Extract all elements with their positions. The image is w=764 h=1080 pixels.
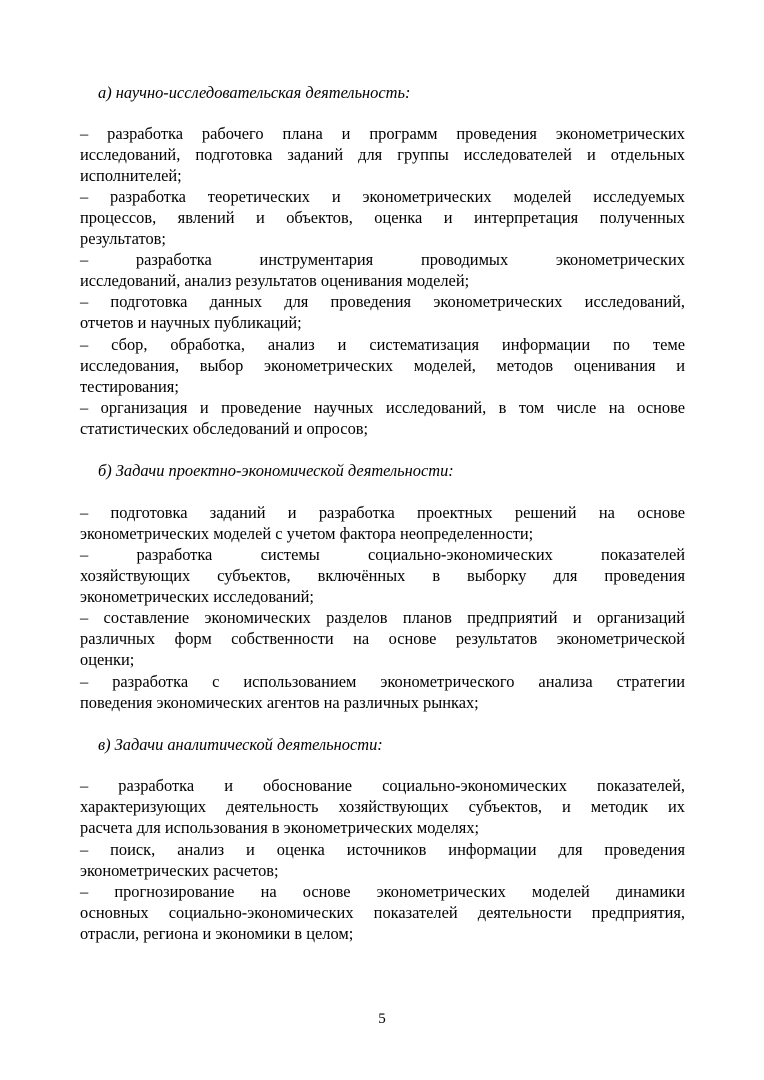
list-item [80,186,685,249]
text-line: эконометрических моделей с учетом фактора неопределенности; [80,524,534,544]
list-item [80,334,685,397]
list-item [80,397,685,439]
list-item [80,291,685,333]
text-line: отчетов и научных публикаций; [80,313,302,333]
text-line: статистических обследований и опросов; [80,419,369,439]
text-line: исследования, выбор эконометрических моделей, методов оценивания и [80,356,685,376]
list-item [80,671,685,713]
section-heading-b: б) Задачи проектно-экономической деятельности: [98,461,454,480]
page-number: 5 [378,1011,386,1027]
text-line: тестирования; [80,377,179,397]
text-line: отрасли, региона и экономики в целом; [80,924,354,944]
text-line: – составление экономических разделов планов предприятий и организаций [80,608,685,627]
list-item [80,881,685,944]
text-line: результатов; [80,229,166,249]
text-line: характеризующих деятельность хозяйствующих субъектов, и методик их [80,797,685,817]
text-line: исследований, подготовка заданий для группы исследователей и отдельных [80,145,685,165]
text-line: – разработка инструментария проводимых эконометрических [80,250,685,269]
list-item [80,123,685,186]
text-line: – подготовка заданий и разработка проектных решений на основе [80,503,685,522]
section-heading-a: а) научно-исследовательская деятельность: [98,83,411,102]
text-line: эконометрических исследований; [80,587,314,607]
text-line: – разработка теоретических и эконометрических моделей исследуемых [80,187,685,206]
text-line: эконометрических расчетов; [80,861,279,881]
text-line: поведения экономических агентов на различных рынках; [80,693,479,713]
text-line: оценки; [80,650,135,670]
text-line: исполнителей; [80,166,182,186]
list-item [80,502,685,544]
text-line: – разработка с использованием эконометрического анализа стратегии [80,672,685,691]
text-line: исследований, анализ результатов оценивания моделей; [80,271,470,291]
list-item [80,839,685,881]
text-line: – разработка рабочего плана и программ проведения эконометрических [80,124,685,143]
text-line: – поиск, анализ и оценка источников информации для проведения [80,840,685,859]
list-item [80,607,685,670]
text-line: хозяйствующих субъектов, включённых в выборку для проведения [80,566,685,586]
text-line: различных форм собственности на основе результатов эконометрической [80,629,685,649]
text-line: – прогнозирование на основе эконометрических моделей динамики [80,882,685,901]
text-line: расчета для использования в эконометрических моделях; [80,818,480,838]
text-line: – разработка системы социально-экономических показателей [80,545,685,564]
text-line: процессов, явлений и объектов, оценка и интерпретация полученных [80,208,685,228]
section-heading-c: в) Задачи аналитической деятельности: [98,735,383,754]
list-item [80,544,685,607]
text-line: – разработка и обоснование социально-экономических показателей, [80,776,685,795]
list-item [80,775,685,838]
text-line: основных социально-экономических показателей деятельности предприятия, [80,903,685,923]
text-line: – подготовка данных для проведения эконометрических исследований, [80,292,685,311]
text-line: – сбор, обработка, анализ и систематизация информации по теме [80,335,685,354]
list-item [80,249,685,291]
text-line: – организация и проведение научных исследований, в том числе на основе [80,398,685,417]
